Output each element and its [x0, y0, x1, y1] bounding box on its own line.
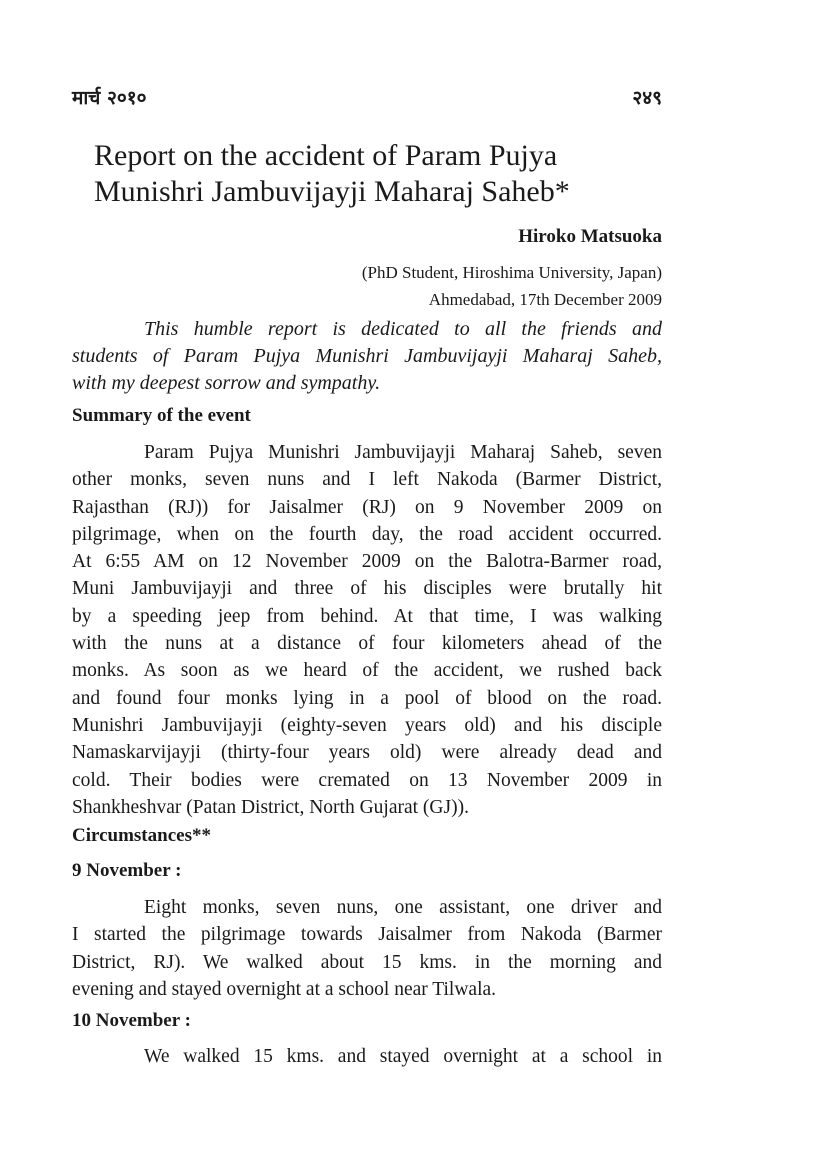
- nov10-paragraph: [72, 1043, 662, 1070]
- subheading-10-november: 10 November :: [72, 1010, 191, 1031]
- title-line: Report on the accident of Param Pujya: [94, 139, 558, 172]
- text-line: Namaskarvijayji (thirty-four years old) were already dead and: [72, 742, 662, 764]
- summary-paragraph: [72, 439, 662, 821]
- text-line: monks. As soon as we heard of the accident, we rushed back: [72, 660, 662, 682]
- text-line: Munishri Jambuvijayji (eighty-seven years old) and his disciple: [72, 714, 662, 736]
- article-title: [94, 138, 662, 210]
- text-line: Muni Jambuvijayji and three of his disciples were brutally hit: [72, 578, 662, 600]
- text-line: with the nuns at a distance of four kilometers ahead of the: [72, 633, 662, 655]
- subheading-9-november: 9 November :: [72, 860, 182, 881]
- author-affiliation: [362, 259, 662, 313]
- text-line: Rajasthan (RJ)) for Jaisalmer (RJ) on 9 November 2009 on: [72, 496, 662, 518]
- place-date-line: Ahmedabad, 17th December 2009: [428, 290, 662, 309]
- page-number: २४९: [632, 87, 662, 109]
- nov9-paragraph: [72, 894, 662, 1003]
- text-line: We walked 15 kms. and stayed overnight at a school in: [144, 1046, 662, 1067]
- title-line: Munishri Jambuvijayji Maharaj Saheb*: [94, 175, 570, 208]
- text-line: evening and stayed overnight at a school near Tilwala.: [72, 978, 497, 1000]
- text-line: other monks, seven nuns and I left Nakoda (Barmer District,: [72, 469, 662, 491]
- running-head: [72, 84, 662, 114]
- text-line: pilgrimage, when on the fourth day, the road accident occurred.: [72, 523, 662, 545]
- dedication-line: students of Param Pujya Munishri Jambuvijayji Maharaj Saheb,: [72, 345, 662, 367]
- dedication-line: with my deepest sorrow and sympathy.: [72, 372, 381, 394]
- section-heading-circumstances: Circumstances**: [72, 825, 211, 846]
- dedication: [72, 316, 662, 397]
- running-head-date: मार्च २०१०: [72, 87, 147, 109]
- section-heading-summary: Summary of the event: [72, 405, 251, 426]
- text-line: Shankheshvar (Patan District, North Gujarat (GJ)).: [72, 796, 469, 818]
- text-line: Param Pujya Munishri Jambuvijayji Maharaj Saheb, seven: [144, 442, 662, 463]
- text-line: and found four monks lying in a pool of blood on the road.: [72, 687, 662, 709]
- text-line: District, RJ). We walked about 15 kms. in the morning and: [72, 951, 662, 973]
- dedication-line: This humble report is dedicated to all the friends and: [144, 318, 662, 340]
- text-line: At 6:55 AM on 12 November 2009 on the Balotra-Barmer road,: [72, 551, 662, 573]
- author-name: Hiroko Matsuoka: [518, 226, 662, 247]
- text-line: Eight monks, seven nuns, one assistant, one driver and: [144, 897, 662, 918]
- affiliation-line: (PhD Student, Hiroshima University, Japan): [361, 263, 662, 282]
- text-line: by a speeding jeep from behind. At that time, I was walking: [72, 605, 662, 627]
- text-line: cold. Their bodies were cremated on 13 November 2009 in: [72, 769, 662, 791]
- text-line: I started the pilgrimage towards Jaisalmer from Nakoda (Barmer: [72, 924, 662, 946]
